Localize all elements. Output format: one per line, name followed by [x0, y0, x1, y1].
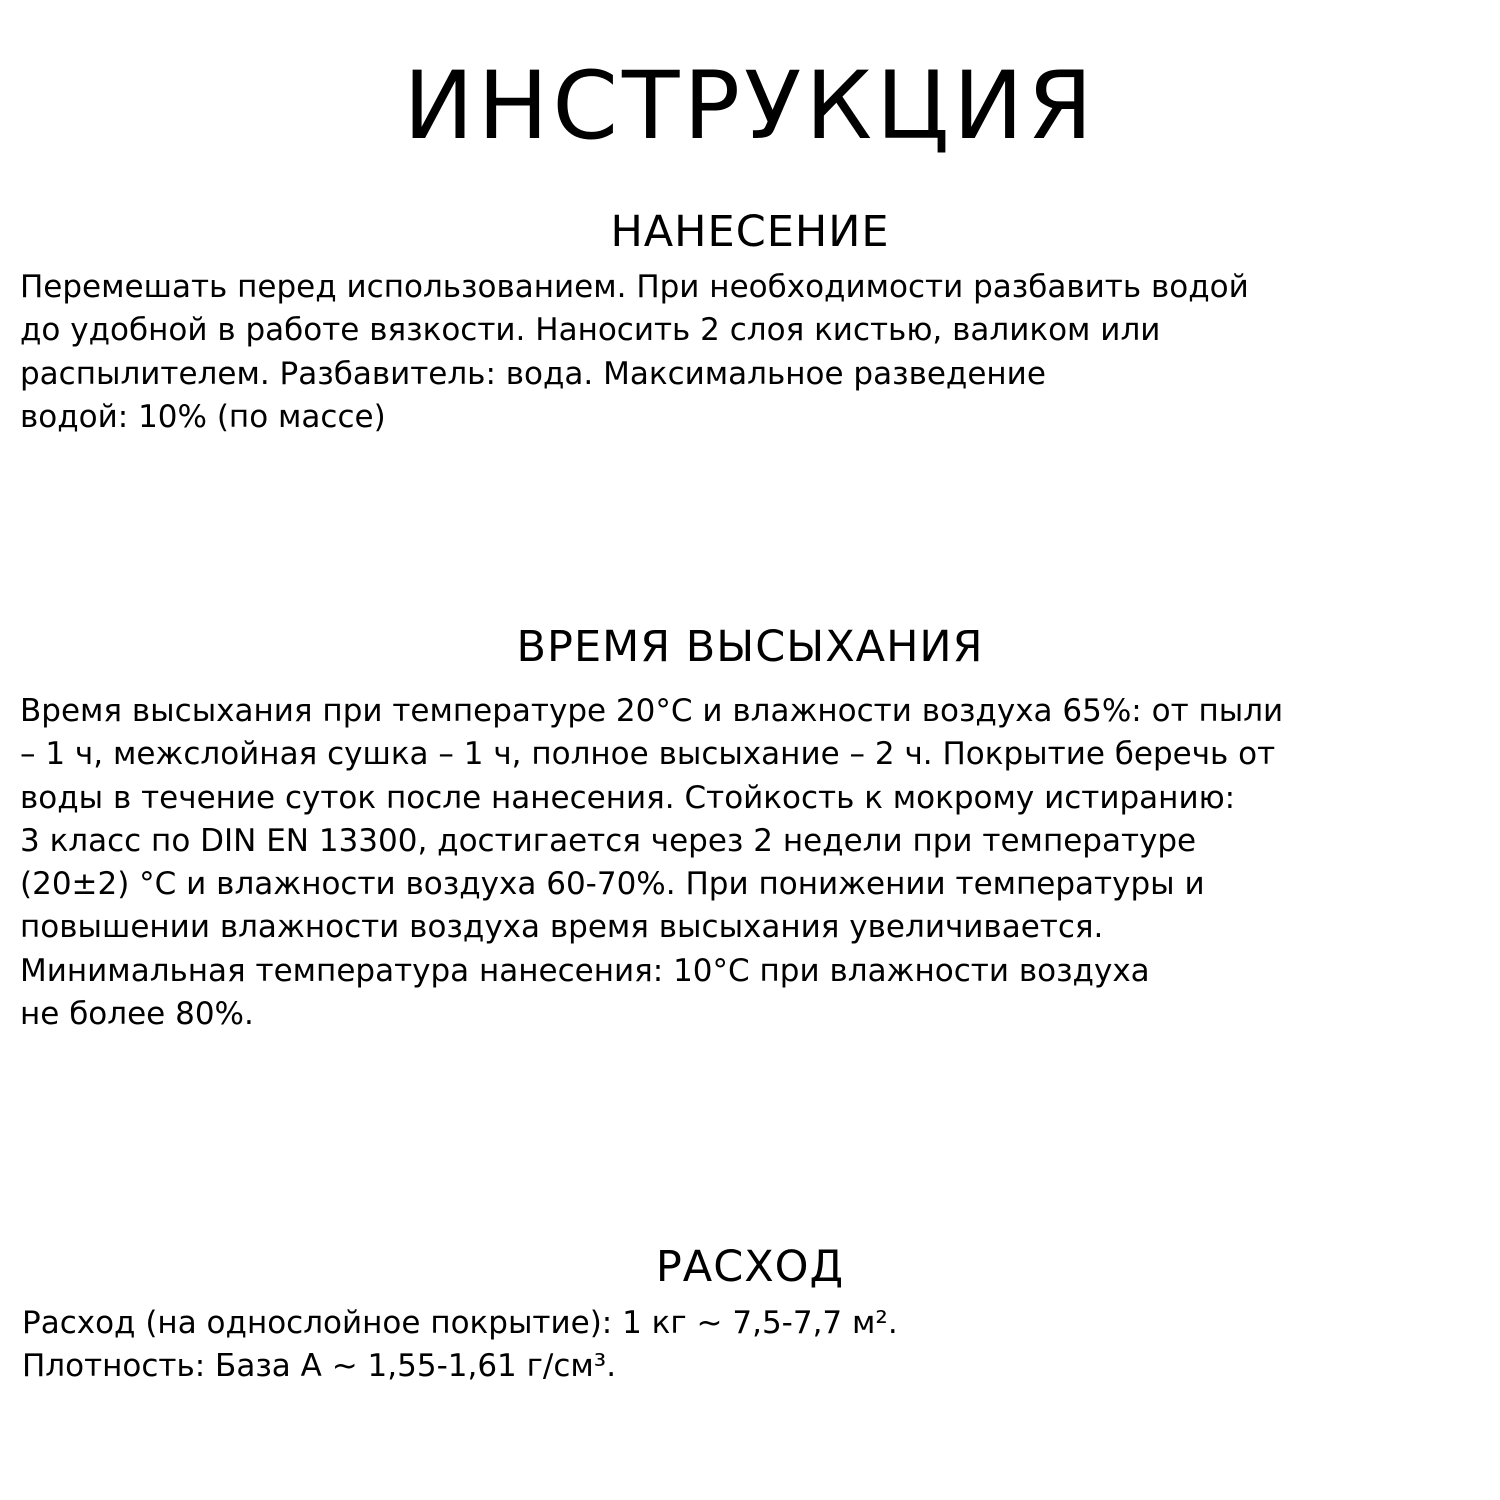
- text-line: повышении влажности воздуха время высыхания увеличивается.: [20, 909, 1104, 946]
- section-text-drying-time: [20, 690, 1490, 1036]
- text-line: – 1 ч, межслойная сушка – 1 ч, полное высыхание – 2 ч. Покрытие беречь от: [20, 736, 1276, 773]
- section-text-consumption: [22, 1302, 1492, 1389]
- text-line: Время высыхания при температуре 20°С и влажности воздуха 65%: от пыли: [20, 693, 1284, 729]
- text-line: Плотность: База А ~ 1,55-1,61 г/см³.: [22, 1348, 617, 1385]
- text-line: воды в течение суток после нанесения. Стойкость к мокрому истиранию:: [20, 779, 1236, 816]
- section-heading-consumption: РАСХОД: [655, 1242, 845, 1292]
- text-line: Перемешать перед использованием. При необходимости разбавить водой: [20, 269, 1249, 305]
- section-heading-application: НАНЕСЕНИЕ: [610, 207, 890, 257]
- text-line: не более 80%.: [20, 996, 254, 1033]
- text-line: (20±2) °С и влажности воздуха 60-70%. При понижении температуры и: [20, 866, 1205, 903]
- text-line: распылителем. Разбавитель: вода. Максимальное разведение: [20, 355, 1046, 392]
- text-line: Минимальная температура нанесения: 10°С при влажности воздуха: [20, 952, 1150, 989]
- text-line: Расход (на однослойное покрытие): 1 кг ~ 7,5-7,7 м².: [22, 1305, 898, 1341]
- text-line: водой: 10% (по массе): [20, 398, 386, 435]
- section-text-application: [20, 266, 1490, 439]
- section-heading-drying-time: ВРЕМЯ ВЫСЫХАНИЯ: [516, 622, 984, 672]
- page-title: ИНСТРУКЦИЯ: [403, 52, 1097, 161]
- text-line: 3 класс по DIN EN 13300, достигается через 2 недели при температуре: [20, 822, 1197, 859]
- text-line: до удобной в работе вязкости. Наносить 2 слоя кистью, валиком или: [20, 312, 1161, 349]
